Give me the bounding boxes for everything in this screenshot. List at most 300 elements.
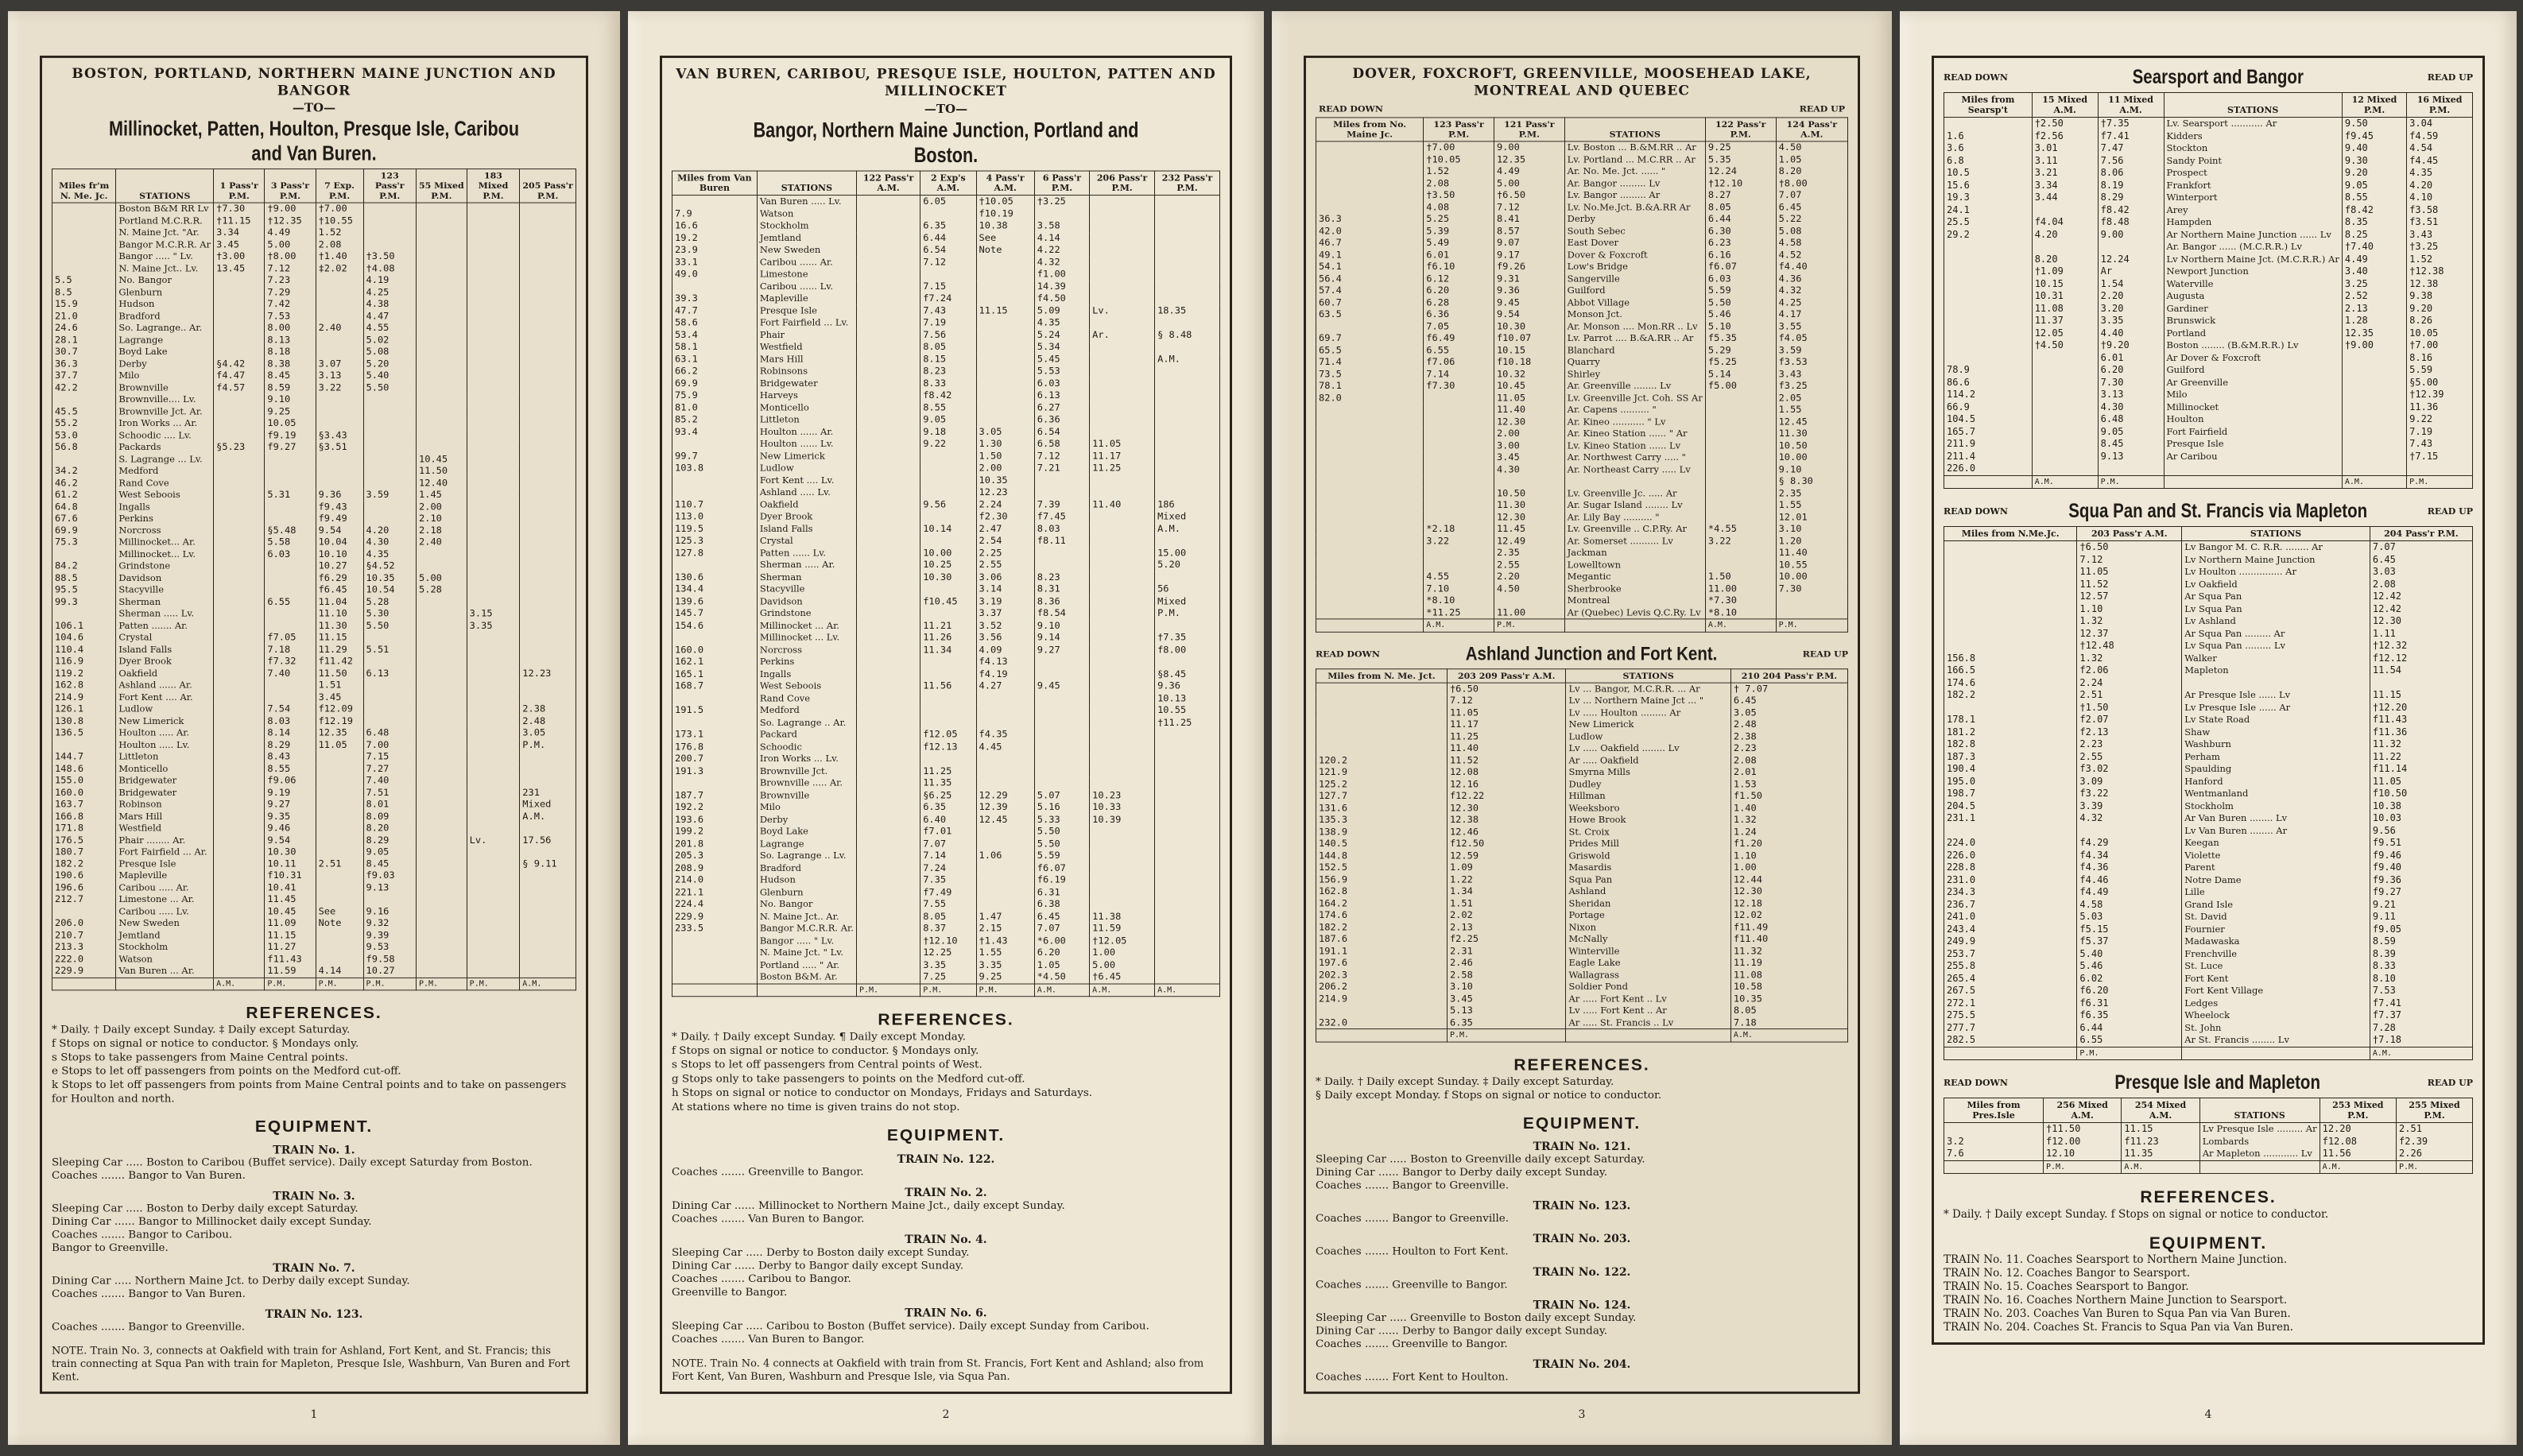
time-cell: 243.4 <box>1944 924 2077 936</box>
panel-4-references <box>1944 1207 2473 1222</box>
table-row <box>1316 606 1848 618</box>
time-cell: 6.45 <box>1730 695 1847 707</box>
time-cell: 9.36 <box>1155 680 1220 692</box>
table-row <box>1944 1034 2473 1047</box>
time-cell: 11.40 <box>1776 547 1847 559</box>
time-cell: 10.38 <box>976 220 1034 232</box>
time-cell: P.M. <box>1155 607 1220 619</box>
time-cell: 8.10 <box>2370 973 2472 986</box>
time-cell: 1.52 <box>1424 165 1494 177</box>
time-cell <box>856 317 920 329</box>
time-cell <box>316 346 363 358</box>
time-cell: 11.00 <box>1494 606 1564 618</box>
time-cell <box>467 680 520 691</box>
station-cell: Davidson <box>116 572 214 584</box>
station-cell: Stockton <box>2164 142 2342 155</box>
time-cell <box>1705 475 1776 487</box>
time-cell: 4.35 <box>363 548 417 560</box>
table-row <box>1944 554 2473 567</box>
time-cell: f8.42 <box>2342 204 2406 217</box>
time-cell: 11.30 <box>316 620 363 632</box>
time-cell <box>976 862 1034 874</box>
station-cell: Milo <box>2164 389 2342 401</box>
time-cell: 164.2 <box>1316 897 1448 909</box>
station-cell: Sherbrooke <box>1564 583 1705 594</box>
table-row <box>1944 862 2473 874</box>
time-cell: 9.07 <box>1494 237 1564 249</box>
time-cell <box>467 811 520 823</box>
time-cell <box>417 251 467 263</box>
time-cell <box>2077 825 2182 838</box>
time-cell <box>417 620 467 632</box>
time-cell <box>1155 474 1220 486</box>
table-row <box>1944 192 2473 204</box>
time-cell <box>316 941 363 953</box>
table-row <box>1944 751 2473 764</box>
station-cell: Wentmanland <box>2182 788 2370 800</box>
station-cell: Wallagrass <box>1566 969 1730 981</box>
time-cell <box>417 882 467 894</box>
time-cell <box>2342 364 2406 377</box>
time-cell: 4.19 <box>363 274 417 286</box>
table-row <box>1944 541 2473 554</box>
time-cell: 1.45 <box>417 489 467 501</box>
time-cell <box>214 322 265 334</box>
time-cell: 3.22 <box>1424 535 1494 547</box>
time-cell <box>976 389 1034 401</box>
time-cell <box>316 787 363 799</box>
time-cell: See <box>316 906 363 918</box>
time-cell: 10.00 <box>1776 571 1847 583</box>
time-cell: 5.50 <box>1705 296 1776 308</box>
time-cell: f3.22 <box>2077 788 2182 800</box>
station-cell: Montreal <box>1564 594 1705 606</box>
time-cell: 11.40 <box>1447 742 1566 754</box>
table-row <box>1316 583 1848 594</box>
foot-cell <box>2164 475 2342 489</box>
time-cell <box>467 227 520 239</box>
time-cell: †1.50 <box>2077 702 2182 714</box>
time-cell: †4.08 <box>363 262 417 274</box>
time-cell <box>976 874 1034 886</box>
time-cell: 1.40 <box>1730 802 1847 814</box>
table-row <box>1316 177 1848 189</box>
time-cell: 249.9 <box>1944 935 2077 948</box>
table-row <box>1316 790 1848 802</box>
station-cell: Mars Hill <box>757 353 856 365</box>
table-row <box>52 811 576 823</box>
time-cell: f12.22 <box>1447 790 1566 802</box>
panel-2-col-header: 4 Pass'r A.M. <box>976 171 1034 195</box>
time-cell <box>1090 632 1155 644</box>
time-cell <box>417 262 467 274</box>
time-cell: 7.9 <box>672 207 758 219</box>
time-cell: 42.2 <box>52 381 116 393</box>
time-cell: 12.23 <box>520 668 576 680</box>
table-row <box>1944 339 2473 352</box>
time-cell: † 7.07 <box>1730 683 1847 695</box>
reference-line: s Stops to take passengers from Maine Central points. <box>52 1051 349 1064</box>
station-cell: Phair ........ Ar. <box>116 834 214 846</box>
station-cell: Glenburn <box>757 886 856 898</box>
time-cell <box>1090 317 1155 329</box>
station-cell: Waterville <box>2164 278 2342 291</box>
time-cell: 7.19 <box>920 317 976 329</box>
time-cell: 6.05 <box>920 196 976 208</box>
time-cell <box>467 953 520 965</box>
time-cell: f6.31 <box>2077 997 2182 1010</box>
time-cell <box>920 692 976 704</box>
time-cell: 5.50 <box>363 381 417 393</box>
time-cell: 12.29 <box>976 789 1034 801</box>
time-cell: 7.51 <box>363 787 417 799</box>
table-row <box>1316 225 1848 237</box>
time-cell <box>856 474 920 486</box>
table-row <box>1944 973 2473 986</box>
time-cell <box>520 572 576 584</box>
time-cell: 1.53 <box>1730 778 1847 790</box>
time-cell <box>1316 547 1424 559</box>
station-cell: Mapleville <box>757 292 856 304</box>
time-cell <box>363 715 417 727</box>
time-cell: 5.13 <box>1447 1005 1566 1016</box>
table-row <box>672 378 1220 389</box>
station-cell: Weeksboro <box>1566 802 1730 814</box>
time-cell: 56.4 <box>1316 273 1424 285</box>
table-row <box>52 823 576 834</box>
time-cell <box>214 346 265 358</box>
time-cell <box>363 239 417 251</box>
table-row <box>1316 189 1848 201</box>
time-cell: 127.8 <box>672 547 758 559</box>
time-cell <box>520 775 576 787</box>
table-row <box>1944 579 2473 591</box>
time-cell: 8.31 <box>1034 583 1089 595</box>
station-cell: Derby <box>1564 213 1705 225</box>
read-down-label: READ DOWN <box>1316 649 1380 660</box>
time-cell <box>1944 579 2077 591</box>
table-row <box>52 501 576 513</box>
time-cell: f10.07 <box>1494 332 1564 344</box>
time-cell <box>363 393 417 405</box>
time-cell: f9.03 <box>363 870 417 882</box>
time-cell <box>1034 741 1089 753</box>
time-cell: 6.35 <box>920 801 976 813</box>
time-cell: §4.42 <box>214 358 265 370</box>
time-cell <box>1705 451 1776 463</box>
panel-3-read-labels <box>1319 104 1845 114</box>
station-cell: So. Lagrange .. Lv. <box>757 850 856 862</box>
time-cell: 55.2 <box>52 417 116 429</box>
time-cell: 5.46 <box>1705 308 1776 320</box>
station-cell: Ar Squa Pan <box>2182 591 2370 603</box>
time-cell: 4.27 <box>976 680 1034 692</box>
station-cell: Caribou ..... Lv. <box>116 906 214 918</box>
time-cell <box>316 465 363 477</box>
time-cell: A.M. <box>520 811 576 823</box>
time-cell <box>856 498 920 510</box>
station-cell: Lv ... Northern Maine Jct ... " <box>1566 695 1730 707</box>
time-cell: 7.6 <box>1944 1148 2044 1160</box>
station-cell: Brownville Jct. Ar. <box>116 405 214 417</box>
time-cell: 46.7 <box>1316 237 1424 249</box>
time-cell <box>856 510 920 522</box>
time-cell: 3.43 <box>2407 229 2473 242</box>
foot-cell: P.M. <box>856 984 920 997</box>
time-cell <box>976 256 1034 268</box>
table-row <box>1944 948 2473 961</box>
time-cell: 8.33 <box>2370 960 2472 973</box>
time-cell: 120.2 <box>1316 754 1448 766</box>
table-row <box>52 703 576 715</box>
time-cell <box>672 947 758 958</box>
time-cell: f5.15 <box>2077 924 2182 936</box>
time-cell: §3.51 <box>316 441 363 453</box>
time-cell <box>1155 426 1220 438</box>
time-cell: 138.9 <box>1316 826 1448 838</box>
station-cell: Boyd Lake <box>757 826 856 838</box>
table-row <box>672 510 1220 522</box>
station-cell: Grindstone <box>757 607 856 619</box>
time-cell: 6.20 <box>1034 947 1089 958</box>
station-cell: Van Buren ..... Lv. <box>757 196 856 208</box>
station-cell: Ludlow <box>1566 730 1730 742</box>
time-cell: 16.6 <box>672 220 758 232</box>
time-cell <box>856 692 920 704</box>
time-cell: 9.54 <box>265 834 316 846</box>
station-cell: Bangor M.C.R.R. Ar. <box>757 923 856 935</box>
table-row <box>52 346 576 358</box>
time-cell: f2.06 <box>2077 664 2182 677</box>
time-cell: 5.45 <box>1034 353 1089 365</box>
time-cell: 10.45 <box>417 453 467 465</box>
table-row <box>1944 886 2473 899</box>
table-row <box>1316 778 1848 790</box>
time-cell: †8.00 <box>1776 177 1847 189</box>
time-cell: 99.7 <box>672 450 758 462</box>
panel-3-references-title: REFERENCES. <box>1513 1055 1650 1074</box>
foot-cell: P.M. <box>1776 619 1847 632</box>
time-cell: 193.6 <box>672 814 758 826</box>
time-cell: f7.24 <box>920 292 976 304</box>
time-cell <box>856 620 920 632</box>
time-cell: 11.15 <box>976 304 1034 316</box>
time-cell: 3.56 <box>976 632 1034 644</box>
time-cell: 10.45 <box>265 906 316 918</box>
time-cell <box>976 413 1034 425</box>
table-row <box>1944 463 2473 475</box>
station-cell: Kidders <box>2164 130 2342 143</box>
table-row <box>1944 726 2473 739</box>
time-cell <box>856 196 920 208</box>
time-cell: 6.31 <box>1034 886 1089 898</box>
time-cell <box>856 971 920 984</box>
time-cell <box>417 286 467 298</box>
time-cell <box>1090 729 1155 741</box>
table-row <box>52 405 576 417</box>
time-cell: 11.40 <box>1090 498 1155 510</box>
foot-cell: A.M. <box>2342 475 2406 489</box>
time-cell: 8.20 <box>2032 254 2098 266</box>
time-cell: 2.24 <box>976 498 1034 510</box>
reference-line: * Daily. † Daily except Sunday. f Stops on signal or notice to conductor. <box>1944 1208 2329 1221</box>
time-cell: 11.50 <box>316 668 363 680</box>
reference-line: s Stops to let off passengers from Central points of West. <box>672 1058 982 1071</box>
foot-cell: A.M. <box>1730 1029 1847 1042</box>
time-cell <box>2032 241 2098 254</box>
time-cell <box>1090 777 1155 789</box>
time-cell: 5.07 <box>1034 789 1089 801</box>
time-cell: 11.25 <box>1090 462 1155 474</box>
time-cell: f12.09 <box>316 703 363 715</box>
time-cell: 8.23 <box>1034 571 1089 583</box>
time-cell: 8.05 <box>1730 1005 1847 1016</box>
time-cell <box>214 501 265 513</box>
time-cell <box>672 692 758 704</box>
time-cell: See <box>976 232 1034 244</box>
time-cell <box>214 787 265 799</box>
panel-2-references-title: REFERENCES. <box>878 1010 1014 1029</box>
station-cell: Lv Ashland <box>2182 615 2370 628</box>
station-cell: Abbot Village <box>1564 296 1705 308</box>
time-cell: 4.30 <box>1494 463 1564 475</box>
time-cell: 6.55 <box>265 596 316 608</box>
equipment-train-label: TRAIN No. 203. <box>1533 1233 1631 1245</box>
time-cell: 8.45 <box>2098 438 2164 451</box>
panel-1-col-header: 123 Pass'r P.M. <box>363 169 417 203</box>
table-row <box>672 583 1220 595</box>
time-cell <box>520 906 576 918</box>
table-row <box>1944 776 2473 788</box>
station-cell: Ar. Northeast Carry ..... Lv <box>1564 463 1705 475</box>
time-cell: 2.08 <box>2370 579 2472 591</box>
time-cell: 2.08 <box>316 239 363 251</box>
time-cell: 12.39 <box>976 801 1034 813</box>
time-cell <box>1944 278 2033 291</box>
time-cell <box>1034 777 1089 789</box>
station-cell: Hudson <box>116 298 214 310</box>
time-cell: †12.39 <box>2407 389 2473 401</box>
time-cell: 8.06 <box>2098 167 2164 180</box>
equipment-line: Dining Car ...... Derby to Bangor daily except Sunday. <box>672 1259 963 1272</box>
time-cell <box>976 717 1034 729</box>
table-row <box>1316 141 1848 153</box>
foot-cell: P.M. <box>2098 475 2164 489</box>
time-cell <box>214 572 265 584</box>
time-cell <box>417 656 467 668</box>
time-cell: 2.38 <box>520 703 576 715</box>
read-down-label: READ DOWN <box>1944 1078 2008 1088</box>
time-cell: 24.6 <box>52 322 116 334</box>
time-cell: †12.10 <box>1705 177 1776 189</box>
table-row <box>1944 426 2473 439</box>
time-cell: 2.23 <box>1730 742 1847 754</box>
time-cell: 10.04 <box>316 536 363 548</box>
panel-4-section-3-timetable <box>1944 1098 2473 1174</box>
time-cell <box>1155 862 1220 874</box>
table-row <box>1944 364 2473 377</box>
time-cell: 66.2 <box>672 366 758 378</box>
time-cell <box>417 441 467 453</box>
time-cell <box>1944 265 2033 278</box>
time-cell: 5.50 <box>1034 826 1089 838</box>
time-cell: 119.2 <box>52 668 116 680</box>
time-cell: 5.28 <box>417 584 467 596</box>
station-cell <box>2164 463 2342 475</box>
equipment-train-label: TRAIN No. 123. <box>1533 1199 1631 1212</box>
time-cell <box>1155 741 1220 753</box>
station-cell: Ashland <box>1566 885 1730 897</box>
station-cell: Medford <box>116 465 214 477</box>
time-cell: 4.50 <box>1494 583 1564 594</box>
station-cell: Bradford <box>757 862 856 874</box>
station-cell: Ludlow <box>116 703 214 715</box>
time-cell <box>417 775 467 787</box>
time-cell: 5.02 <box>363 334 417 346</box>
station-cell: Megantic <box>1564 571 1705 583</box>
panel-4-equipment-title: EQUIPMENT. <box>2149 1234 2268 1253</box>
time-cell: 45.5 <box>52 405 116 417</box>
time-cell: 2.05 <box>1776 392 1847 404</box>
table-foot-row <box>52 978 576 990</box>
time-cell: f10.19 <box>976 207 1034 219</box>
station-cell: Lv. Bangor ......... Ar <box>1564 189 1705 201</box>
table-row <box>52 322 576 334</box>
time-cell: 8.55 <box>265 763 316 775</box>
time-cell: 3.13 <box>2098 389 2164 401</box>
table-row <box>1316 571 1848 583</box>
time-cell: 5.03 <box>2077 911 2182 924</box>
table-row <box>672 935 1220 947</box>
table-row <box>52 536 576 548</box>
table-foot-row <box>1316 619 1848 632</box>
time-cell <box>467 525 520 536</box>
time-cell <box>214 715 265 727</box>
panel-4-equipment <box>1944 1253 2473 1334</box>
time-cell: 3.10 <box>1447 981 1566 993</box>
table-row <box>672 292 1220 304</box>
time-cell: 9.53 <box>363 941 417 953</box>
station-cell: Dyer Brook <box>757 510 856 522</box>
table-row <box>672 607 1220 619</box>
station-cell: Ar. Kineo Station ...... " Ar <box>1564 428 1705 440</box>
time-cell <box>856 838 920 850</box>
station-cell: Walker <box>2182 652 2370 665</box>
time-cell <box>417 417 467 429</box>
reference-line: § Daily except Monday. f Stops on signal or notice to conductor. <box>1316 1089 1662 1102</box>
time-cell <box>316 274 363 286</box>
time-cell: f8.42 <box>2098 204 2164 217</box>
time-cell: 6.16 <box>1705 249 1776 261</box>
time-cell: 11.59 <box>1090 923 1155 935</box>
table-row <box>672 523 1220 535</box>
time-cell: †12.05 <box>1090 935 1155 947</box>
station-cell: New Sweden <box>757 244 856 256</box>
time-cell: 9.56 <box>920 498 976 510</box>
station-cell: Frenchville <box>2182 948 2370 961</box>
time-cell <box>1155 292 1220 304</box>
time-cell: 196.6 <box>52 882 116 894</box>
time-cell <box>1316 189 1424 201</box>
time-cell: †10.05 <box>976 196 1034 208</box>
time-cell: 6.35 <box>1447 1016 1566 1028</box>
panel-2-col-header: 122 Pass'r A.M. <box>856 171 920 195</box>
time-cell <box>1155 923 1220 935</box>
station-cell: N. Maine Jct. " Lv. <box>757 947 856 958</box>
time-cell: 190.4 <box>1944 763 2077 776</box>
time-cell <box>417 739 467 751</box>
station-cell: Packard <box>757 729 856 741</box>
